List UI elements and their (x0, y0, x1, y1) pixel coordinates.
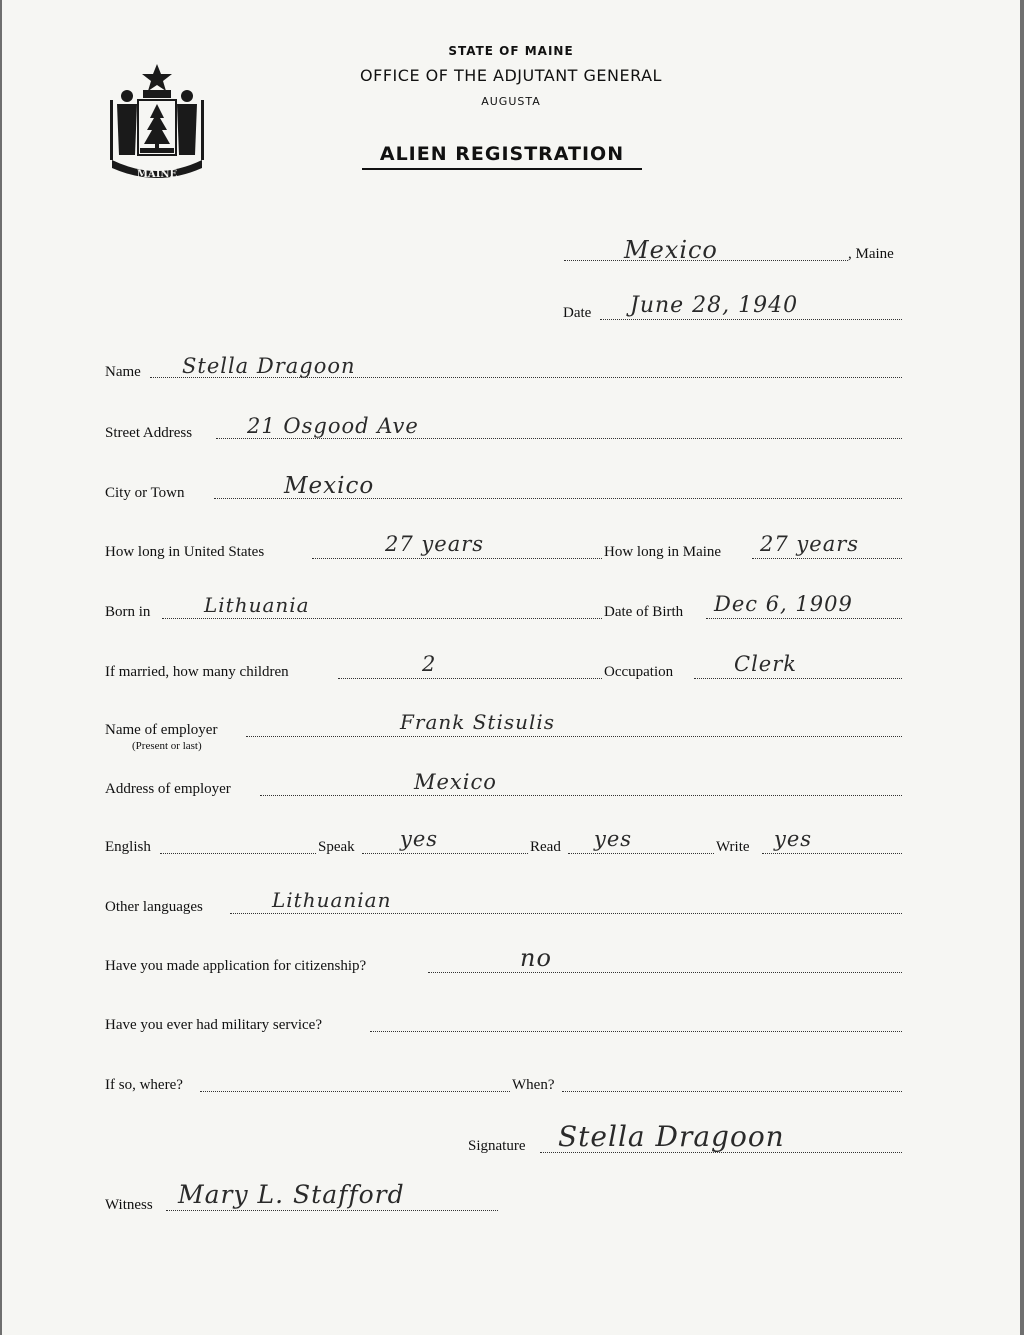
citizenship-value[interactable]: no (520, 944, 552, 972)
place-value[interactable]: Mexico (624, 236, 718, 264)
date-value[interactable]: June 28, 1940 (630, 293, 799, 318)
other-languages-label: Other languages (105, 899, 203, 915)
born-label: Born in (105, 604, 151, 620)
dob-label: Date of Birth (604, 604, 684, 620)
witness-value[interactable]: Mary L. Stafford (178, 1180, 405, 1209)
write-value[interactable]: yes (774, 827, 813, 851)
read-label: Read (530, 839, 561, 855)
us-years-label: How long in United States (105, 544, 265, 560)
occupation-value[interactable]: Clerk (734, 652, 797, 676)
registration-form-page (2, 0, 1020, 1335)
us-years-value[interactable]: 27 years (385, 532, 485, 556)
signature-value[interactable]: Stella Dragoon (558, 1120, 785, 1153)
employer-address-value[interactable]: Mexico (414, 770, 497, 794)
employer-value[interactable]: Frank Stisulis (400, 710, 556, 734)
other-languages-value[interactable]: Lithuanian (272, 888, 392, 912)
english-label: English (105, 839, 151, 855)
street-label: Street Address (105, 425, 193, 441)
children-value[interactable]: 2 (422, 652, 437, 676)
city-value[interactable]: Mexico (284, 473, 375, 499)
where-label: If so, where? (105, 1077, 183, 1093)
name-value[interactable]: Stella Dragoon (182, 354, 356, 378)
place-suffix: , Maine (848, 246, 894, 262)
read-value[interactable]: yes (594, 827, 633, 851)
employer-address-label: Address of employer (105, 781, 231, 797)
form-title: ALIEN REGISTRATION (362, 143, 642, 170)
me-years-label: How long in Maine (604, 544, 722, 560)
speak-value[interactable]: yes (400, 827, 439, 851)
signature-label: Signature (468, 1138, 526, 1154)
me-years-value[interactable]: 27 years (760, 532, 860, 556)
city-heading: AUGUSTA (481, 95, 541, 108)
witness-label: Witness (105, 1197, 153, 1213)
state-heading: STATE OF MAINE (448, 44, 574, 58)
citizenship-label: Have you made application for citizenship? (105, 958, 367, 974)
born-value[interactable]: Lithuania (204, 593, 310, 617)
speak-label: Speak (318, 839, 355, 855)
dob-value[interactable]: Dec 6, 1909 (714, 592, 853, 616)
city-label: City or Town (105, 485, 185, 501)
name-label: Name (105, 364, 141, 380)
date-label: Date (563, 305, 592, 321)
occupation-label: Occupation (604, 664, 674, 680)
when-label: When? (512, 1077, 555, 1093)
military-label: Have you ever had military service? (105, 1017, 322, 1033)
office-heading: OFFICE OF THE ADJUTANT GENERAL (360, 66, 662, 85)
seal-banner-text: MAINE (136, 169, 178, 180)
employer-sublabel: (Present or last) (132, 740, 202, 752)
children-label: If married, how many children (105, 664, 289, 680)
street-value[interactable]: 21 Osgood Ave (247, 414, 419, 438)
employer-label: Name of employer (105, 722, 218, 738)
write-label: Write (716, 839, 750, 855)
